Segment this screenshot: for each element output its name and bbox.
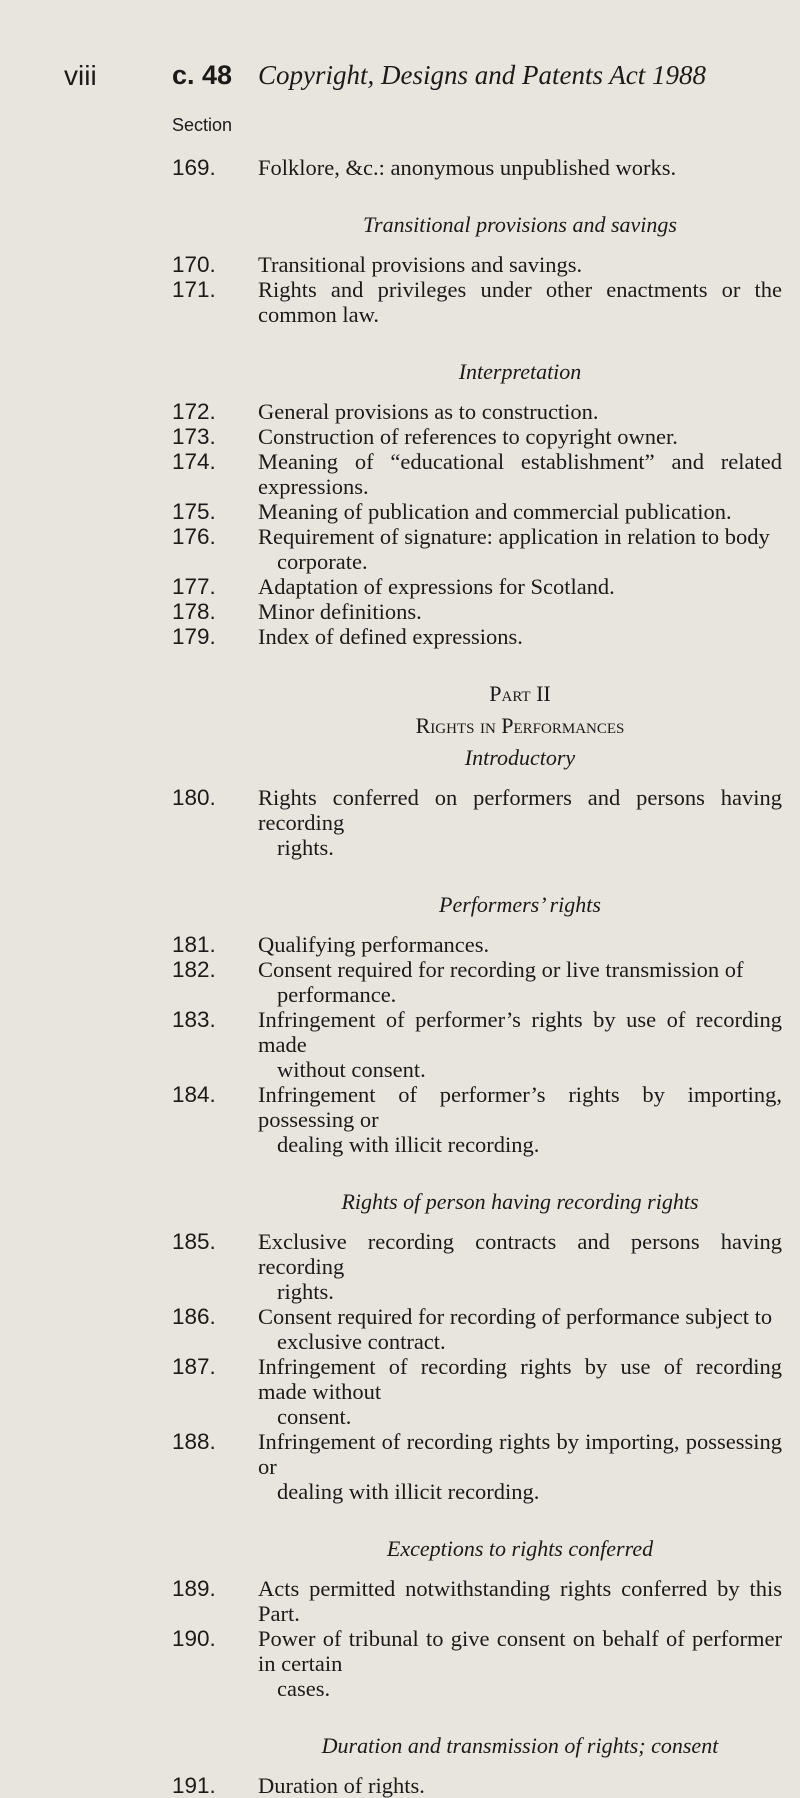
section-title-line: Consent required for recording or live transmission of (258, 957, 744, 982)
toc-entry (0, 1304, 800, 1354)
section-title (258, 524, 782, 574)
section-title (258, 155, 782, 180)
subheading: Exceptions to rights conferred (386, 1536, 654, 1561)
section-title (258, 277, 782, 327)
section-number: 174. (172, 449, 216, 474)
act-title: Copyright, Designs and Patents Act 1988 (258, 60, 706, 90)
section-title (258, 1773, 782, 1798)
section-number: 187. (172, 1354, 216, 1379)
section-title (258, 1626, 782, 1701)
section-title-continuation: performance. (277, 982, 397, 1007)
section-title (258, 1082, 782, 1157)
section-number: 171. (172, 277, 216, 302)
toc-entry (0, 624, 800, 649)
section-title-line: Exclusive recording contracts and persons having recording (258, 1229, 782, 1279)
page-number: viii (64, 60, 97, 91)
section-number: 180. (172, 785, 216, 810)
section-title-line: Meaning of “educational establishment” and related expressions. (258, 449, 782, 499)
toc-entry (0, 574, 800, 599)
toc-entry (0, 252, 800, 277)
section-number: 176. (172, 524, 216, 549)
section-number: 183. (172, 1007, 216, 1032)
toc-heading-block (0, 892, 800, 918)
section-title-line: Folklore, &c.: anonymous unpublished works. (258, 155, 677, 180)
toc-heading-block (0, 1189, 800, 1215)
section-title-continuation: without consent. (277, 1057, 426, 1082)
toc-entry (0, 1773, 800, 1798)
toc-entry (0, 785, 800, 860)
toc-entry (0, 957, 800, 1007)
section-title (258, 399, 782, 424)
toc-entry (0, 524, 800, 574)
toc-entry (0, 1229, 800, 1304)
section-column-label: Section (172, 115, 233, 135)
toc-entry (0, 399, 800, 424)
section-title-continuation: consent. (277, 1404, 352, 1429)
section-title-continuation: exclusive contract. (277, 1329, 446, 1354)
section-title-line: Qualifying performances. (258, 932, 490, 957)
section-title-line: Acts permitted notwithstanding rights conferred by this Part. (258, 1576, 782, 1626)
section-title-line: Infringement of recording rights by use of recording made without (258, 1354, 782, 1404)
section-title-continuation: rights. (277, 835, 334, 860)
toc-heading-block (0, 1733, 800, 1759)
section-title (258, 1229, 782, 1304)
section-title-continuation: dealing with illicit recording. (277, 1132, 540, 1157)
section-number: 172. (172, 399, 216, 424)
section-title (258, 252, 782, 277)
section-title (258, 785, 782, 860)
toc-heading-block (0, 359, 800, 385)
toc-heading-block (0, 212, 800, 238)
section-title-continuation: cases. (277, 1676, 331, 1701)
section-title-line: Adaptation of expressions for Scotland. (258, 574, 615, 599)
section-title (258, 932, 782, 957)
section-title (258, 1576, 782, 1626)
subheading: Performers’ rights (439, 892, 601, 917)
section-number: 186. (172, 1304, 216, 1329)
section-title (258, 624, 782, 649)
toc-entry (0, 1576, 800, 1626)
section-title-line: Rights conferred on performers and persons having recording (258, 785, 782, 835)
section-title (258, 1007, 782, 1082)
toc-entry (0, 424, 800, 449)
section-title (258, 1354, 782, 1429)
section-title-line: Infringement of performer’s rights by importing, possessing or (258, 1082, 782, 1132)
section-title (258, 1304, 782, 1354)
subheading: Duration and transmission of rights; consent (321, 1733, 719, 1758)
subheading: Rights of person having recording rights (341, 1189, 699, 1214)
toc-entry (0, 1082, 800, 1157)
section-title-line: Infringement of performer’s rights by use of recording made (258, 1007, 782, 1057)
section-title (258, 574, 782, 599)
page-header (0, 60, 800, 100)
section-number: 178. (172, 599, 216, 624)
section-title-line: Construction of references to copyright owner. (258, 424, 678, 449)
section-title-line: Minor definitions. (258, 599, 422, 624)
section-title-line: Index of defined expressions. (258, 624, 523, 649)
toc-entry (0, 1354, 800, 1429)
section-title-line: Infringement of recording rights by importing, possessing or (258, 1429, 782, 1479)
section-title (258, 424, 782, 449)
part-number: Part II (489, 681, 551, 706)
toc-entry (0, 499, 800, 524)
section-number: 188. (172, 1429, 216, 1454)
section-title-line: Rights and privileges under other enactments or the common law. (258, 277, 782, 327)
section-title-continuation: rights. (277, 1279, 334, 1304)
table-of-contents (0, 155, 800, 1798)
section-number: 177. (172, 574, 216, 599)
section-title-line: Meaning of publication and commercial publication. (258, 499, 732, 524)
section-title-line: Power of tribunal to give consent on behalf of performer in certain (258, 1626, 782, 1676)
section-title (258, 957, 782, 1007)
section-number: 181. (172, 932, 216, 957)
subheading: Transitional provisions and savings (363, 212, 677, 237)
section-number: 184. (172, 1082, 216, 1107)
section-number: 191. (172, 1773, 216, 1798)
section-number: 173. (172, 424, 216, 449)
subheading: Introductory (464, 745, 576, 770)
section-number: 179. (172, 624, 216, 649)
section-title (258, 449, 782, 499)
section-number: 169. (172, 155, 216, 180)
part-title: Rights in Performances (415, 713, 625, 738)
section-title-line: Duration of rights. (258, 1773, 425, 1798)
toc-heading-block (0, 681, 800, 771)
section-title (258, 1429, 782, 1504)
toc-heading-block (0, 1536, 800, 1562)
section-number: 170. (172, 252, 216, 277)
toc-entry (0, 277, 800, 327)
section-title-line: Consent required for recording of performance subject to (258, 1304, 773, 1329)
toc-entry (0, 1007, 800, 1082)
toc-entry (0, 1626, 800, 1701)
toc-entry (0, 599, 800, 624)
section-number: 182. (172, 957, 216, 982)
section-title-continuation: dealing with illicit recording. (277, 1479, 540, 1504)
section-title (258, 499, 782, 524)
section-number: 185. (172, 1229, 216, 1254)
section-title-line: Transitional provisions and savings. (258, 252, 583, 277)
section-number: 190. (172, 1626, 216, 1651)
section-number: 189. (172, 1576, 216, 1601)
chapter-reference: c. 48 (172, 60, 233, 90)
section-title-continuation: corporate. (277, 549, 368, 574)
section-title-line: Requirement of signature: application in relation to body (258, 524, 770, 549)
toc-entry (0, 449, 800, 499)
toc-entry (0, 155, 800, 180)
toc-entry (0, 932, 800, 957)
toc-entry (0, 1429, 800, 1504)
section-title (258, 599, 782, 624)
subheading: Interpretation (458, 359, 582, 384)
section-title-line: General provisions as to construction. (258, 399, 599, 424)
section-number: 175. (172, 499, 216, 524)
